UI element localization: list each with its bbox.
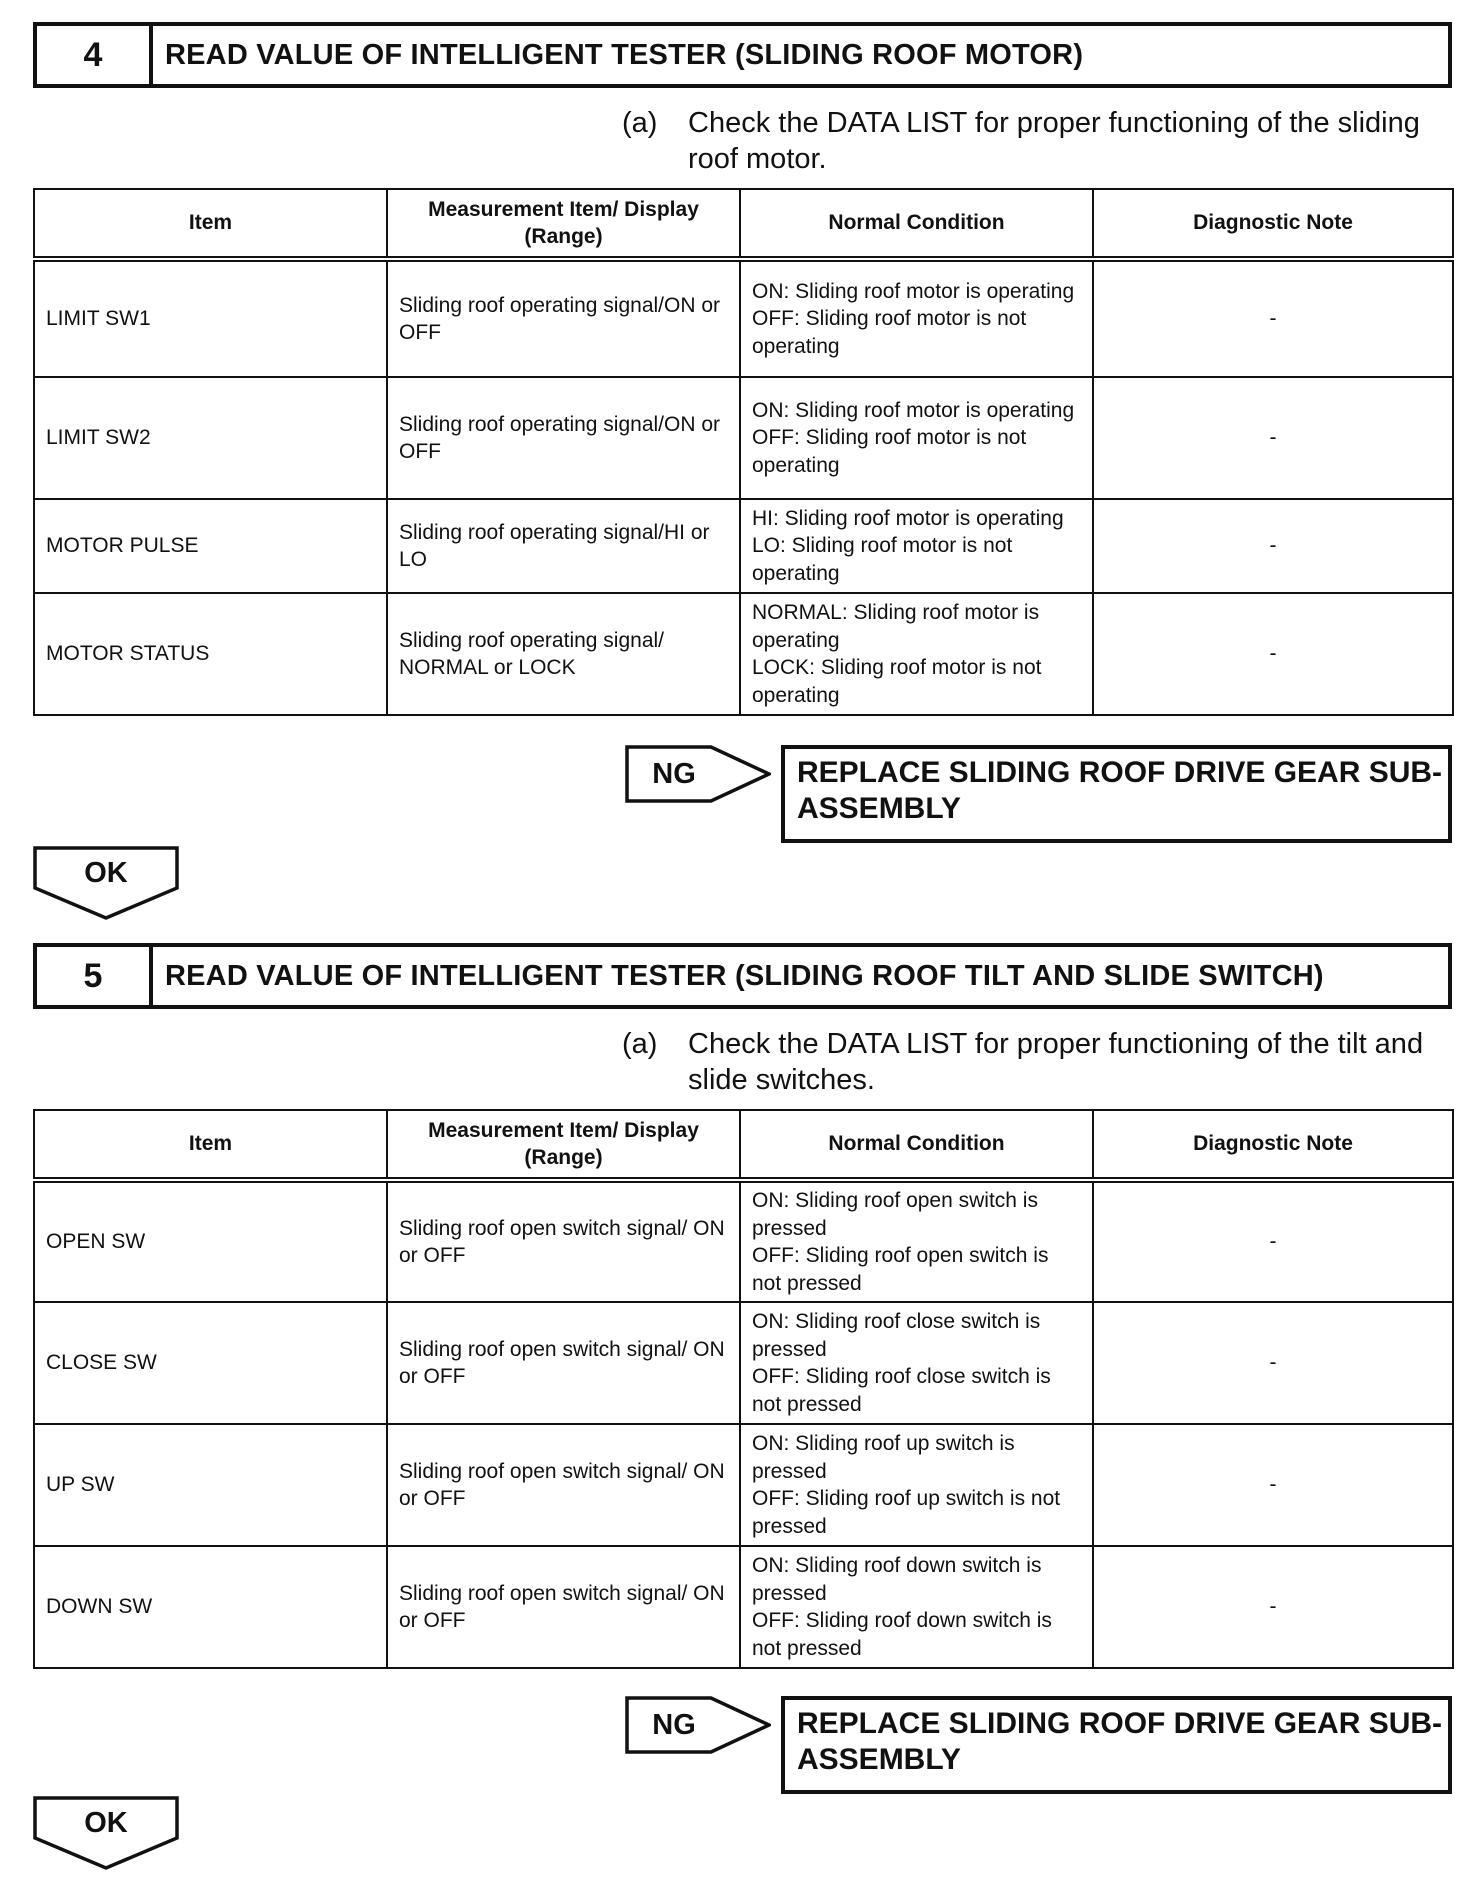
header-diagnostic-note: Diagnostic Note [1093, 1110, 1453, 1180]
cell-note: - [1093, 1302, 1453, 1424]
step-5-header [33, 943, 1452, 1009]
ok-arrow [33, 1796, 179, 1870]
step-5-instruction [622, 1026, 1442, 1098]
cell-item: MOTOR PULSE [34, 499, 387, 593]
header-item: Item [34, 1110, 387, 1180]
ng-arrow [625, 745, 771, 803]
ok-arrow [33, 846, 179, 920]
ng-label: NG [652, 757, 696, 790]
cell-measurement: Sliding roof open switch signal/ ON or OFF [387, 1546, 740, 1668]
cell-normal: ON: Sliding roof up switch is pressed OFF: Sliding roof up switch is not pressed [740, 1424, 1093, 1546]
header-normal-condition: Normal Condition [740, 189, 1093, 259]
cell-normal: NORMAL: Sliding roof motor is operating LOCK: Sliding roof motor is not operating [740, 593, 1093, 715]
cell-normal: ON: Sliding roof down switch is pressed OFF: Sliding roof down switch is not pressed [740, 1546, 1093, 1668]
cell-note: - [1093, 593, 1453, 715]
cell-item: CLOSE SW [34, 1302, 387, 1424]
data-list-table-step-5 [33, 1109, 1454, 1669]
ok-label: OK [84, 1806, 128, 1839]
cell-normal: HI: Sliding roof motor is operating LO: Sliding roof motor is not operating [740, 499, 1093, 593]
table-header-row [34, 1110, 1453, 1180]
cell-item: OPEN SW [34, 1180, 387, 1302]
table-header-row [34, 189, 1453, 259]
ok-label: OK [84, 856, 128, 889]
table-row [34, 499, 1453, 593]
ng-label: NG [652, 1708, 696, 1741]
table-row [34, 1424, 1453, 1546]
table-row [34, 1302, 1453, 1424]
ng-action-box: REPLACE SLIDING ROOF DRIVE GEAR SUB-ASSEMBLY [781, 1696, 1452, 1794]
ng-arrow [625, 1696, 771, 1754]
header-measurement: Measurement Item/ Display (Range) [387, 189, 740, 259]
ng-action-box: REPLACE SLIDING ROOF DRIVE GEAR SUB-ASSEMBLY [781, 745, 1452, 843]
instruction-label: (a) [622, 1028, 658, 1060]
header-item: Item [34, 189, 387, 259]
cell-note: - [1093, 377, 1453, 499]
table-row [34, 1546, 1453, 1668]
step-title: READ VALUE OF INTELLIGENT TESTER (SLIDING ROOF TILT AND SLIDE SWITCH) [165, 959, 1324, 992]
data-list-table-step-4 [33, 188, 1454, 716]
cell-measurement: Sliding roof operating signal/HI or LO [387, 499, 740, 593]
cell-item: DOWN SW [34, 1546, 387, 1668]
cell-item: LIMIT SW1 [34, 259, 387, 377]
table-row [34, 593, 1453, 715]
instruction-label: (a) [622, 107, 658, 139]
cell-item: LIMIT SW2 [34, 377, 387, 499]
step-4-instruction [622, 105, 1442, 177]
cell-note: - [1093, 259, 1453, 377]
step-number: 4 [37, 26, 153, 84]
cell-note: - [1093, 1180, 1453, 1302]
step-title: READ VALUE OF INTELLIGENT TESTER (SLIDING ROOF MOTOR) [165, 38, 1084, 71]
cell-item: MOTOR STATUS [34, 593, 387, 715]
table-row [34, 259, 1453, 377]
cell-measurement: Sliding roof open switch signal/ ON or OFF [387, 1424, 740, 1546]
cell-note: - [1093, 1424, 1453, 1546]
cell-measurement: Sliding roof open switch signal/ ON or OFF [387, 1180, 740, 1302]
cell-note: - [1093, 1546, 1453, 1668]
cell-normal: ON: Sliding roof motor is operating OFF: Sliding roof motor is not operating [740, 259, 1093, 377]
header-diagnostic-note: Diagnostic Note [1093, 189, 1453, 259]
header-measurement: Measurement Item/ Display (Range) [387, 1110, 740, 1180]
header-normal-condition: Normal Condition [740, 1110, 1093, 1180]
instruction-text: Check the DATA LIST for proper functioning of the sliding roof motor. [688, 107, 1420, 175]
cell-item: UP SW [34, 1424, 387, 1546]
cell-measurement: Sliding roof operating signal/ NORMAL or LOCK [387, 593, 740, 715]
cell-measurement: Sliding roof operating signal/ON or OFF [387, 259, 740, 377]
table-row [34, 1180, 1453, 1302]
cell-note: - [1093, 499, 1453, 593]
cell-normal: ON: Sliding roof close switch is pressed OFF: Sliding roof close switch is not pressed [740, 1302, 1093, 1424]
instruction-text: Check the DATA LIST for proper functioning of the tilt and slide switches. [688, 1028, 1424, 1096]
cell-measurement: Sliding roof operating signal/ON or OFF [387, 377, 740, 499]
cell-normal: ON: Sliding roof motor is operating OFF: Sliding roof motor is not operating [740, 377, 1093, 499]
cell-measurement: Sliding roof open switch signal/ ON or OFF [387, 1302, 740, 1424]
cell-normal: ON: Sliding roof open switch is pressed OFF: Sliding roof open switch is not pressed [740, 1180, 1093, 1302]
step-4-header [33, 22, 1452, 88]
table-row [34, 377, 1453, 499]
step-number: 5 [37, 947, 153, 1005]
